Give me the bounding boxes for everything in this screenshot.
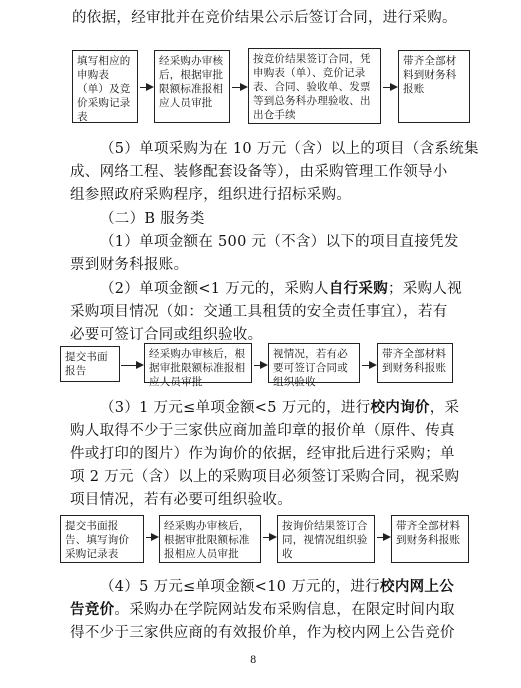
flow-step-box: 填写相应的申购表（单）及竞价采购记录表: [72, 50, 138, 123]
flow-step-box: 提交书面报告、填写询价采购记录表: [60, 515, 144, 563]
flow-arrow: [362, 365, 375, 366]
text-run: （4）5 万元≤单项金额<10 万元的，进行: [100, 579, 381, 595]
paragraph-text: 成、网络工程、装修配套设备等），由采购管理工作领导小: [70, 164, 448, 180]
paragraph-text: [100, 575, 454, 596]
flow-step-box: 经采购办审核后，根据审批限额标准报相应人员审批: [144, 343, 252, 383]
paragraph-text: [100, 396, 459, 417]
paragraph-text: 项目情况，若有必要可组织验收。: [70, 492, 292, 508]
flow-arrow: [254, 365, 266, 366]
flow-step-box: 带齐全部材料到财务科报账: [391, 515, 469, 563]
flow-step-box: 带齐全部材料到财务科报账: [377, 343, 453, 383]
paragraph-text: 得不少于三家供应商的有效报价单，作为校内网上公告竞价: [70, 625, 455, 641]
heading-text: （二）B 服务类: [100, 211, 205, 227]
paragraph-text: （1）单项金额在 500 元（不含）以下的项目直接凭发: [100, 234, 459, 250]
flow-step-box: 提交书面报告: [60, 346, 120, 382]
page-number: 8: [250, 655, 257, 666]
flow-step-box: 视情况，若有必要可签订合同或组织验收: [268, 343, 360, 383]
paragraph-text: 组参照政府采购程序，组织进行招标采购。: [70, 187, 352, 203]
text-run: 。采购办在学院网站发布采购信息，在限定时间内取: [114, 602, 455, 618]
paragraph-text: 票到财务科报账。: [70, 257, 189, 273]
flow-step-box: 经采购办审核后，根据审批限额标准报相应人员审批: [159, 515, 261, 563]
bold-text: 校内询价: [370, 399, 430, 416]
paragraph-text: 件或打印的图片）作为询价的依据，经审批后进行采购；单: [70, 446, 455, 462]
flow-step-box: 按询价结果签订合同，视情况组织验收: [277, 515, 375, 563]
flow-step-box: 按竞价结果签订合同，凭申购表（单）、竞价记录表、合同、验收单、发票等到总务科办理验收、出出仓手续: [248, 48, 381, 124]
paragraph-text: [100, 277, 462, 298]
flow-arrow: [377, 537, 389, 538]
text-run: （3）1 万元≤单项金额<5 万元的，进行: [100, 400, 371, 416]
text-run: ，采: [429, 400, 460, 416]
paragraph-text: （5）单项采购为在 10 万元（含）以上的项目（含系统集: [100, 141, 479, 157]
flow-arrow: [146, 537, 157, 538]
bold-text: 告竞价: [70, 601, 115, 618]
bold-text: 自行采购: [328, 280, 389, 297]
text-run: ；采购人视: [388, 281, 463, 297]
flow-arrow: [232, 87, 246, 88]
flow-arrow: [263, 537, 275, 538]
flow-arrow: [140, 87, 152, 88]
paragraph-text: 采购项目情况（如：交通工具租赁的安全责任事宜），若有: [70, 304, 448, 320]
flow-arrow: [121, 365, 142, 366]
bold-text: 校内网上公: [380, 578, 455, 595]
paragraph-text: [70, 598, 455, 619]
paragraph-text: 必要可签订合同或组织验收。: [70, 327, 263, 343]
text-run: （2）单项金额<1 万元的，采购人: [100, 281, 329, 297]
flow-step-box: 经采购办审核后，根据审批限额标准报相应人员审批: [154, 50, 230, 123]
paragraph-text: 项 2 万元（含）以上的采购项目必须签订采购合同，视采购: [70, 469, 460, 485]
flow-step-box: 带齐全部材料到财务科报账: [398, 50, 470, 123]
paragraph-text: 购人取得不少于三家供应商加盖印章的报价单（原件、传真: [70, 423, 455, 439]
paragraph-text: 的依据，经审批并在竞价结果公示后签订合同，进行采购。: [72, 10, 457, 26]
flow-arrow: [383, 87, 396, 88]
